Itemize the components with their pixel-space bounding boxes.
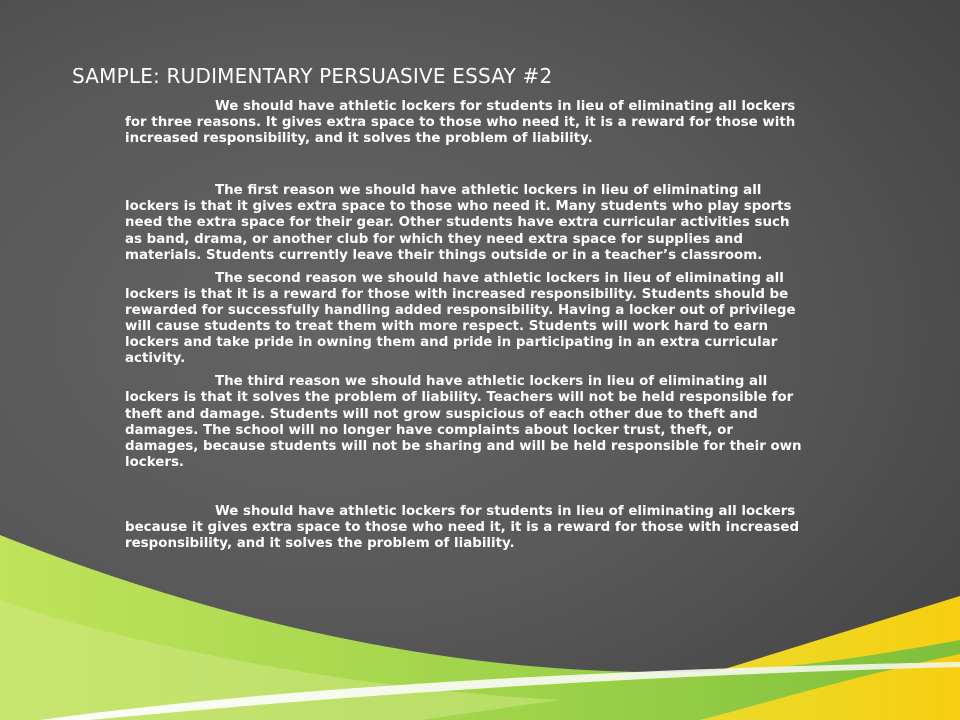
essay-reason-three: The third reason we should have athletic lockers in lieu of eliminating all lockers is that it solves the problem of liability. Teachers will not be held responsible for theft and damage. Students will not grow suspicious of each other due to theft and damages. The school will no longer have complaints about locker trust, theft, or damages, because students will not be sharing and will be held responsible for their own lockers. (125, 374, 802, 470)
essay-body (125, 99, 805, 552)
slide-title: SAMPLE: RUDIMENTARY PERSUASIVE ESSAY #2 (72, 64, 553, 88)
essay-reason-one: The first reason we should have athletic lockers in lieu of eliminating all lockers is that it gives extra space to those who need it. Many students who play sports need the extra space for their gear. Other students have extra curricular activities such as band, drama, or another club for which they need extra space for supplies and materials. Students currently leave their things outside or in a teacher’s classroom. (125, 183, 792, 263)
essay-introduction: We should have athletic lockers for students in lieu of eliminating all lockers for three reasons. It gives extra space to those who need it, it is a reward for those with increased responsibility, and it solves the problem of liability. (125, 99, 796, 147)
essay-reason-two: The second reason we should have athletic lockers in lieu of eliminating all lockers is that it is a reward for those with increased responsibility. Students should be rewarded for successfully handling added responsibility. Having a locker out of privilege will cause students to treat them with more respect. Students will work hard to earn lockers and take pride in owning them and pride in participating in an extra curricular activity. (125, 270, 796, 367)
essay-conclusion: We should have athletic lockers for students in lieu of eliminating all lockers because it gives extra space to those who need it, it is a reward for those with increased responsibility, and it solves the problem of liability. (125, 503, 800, 552)
